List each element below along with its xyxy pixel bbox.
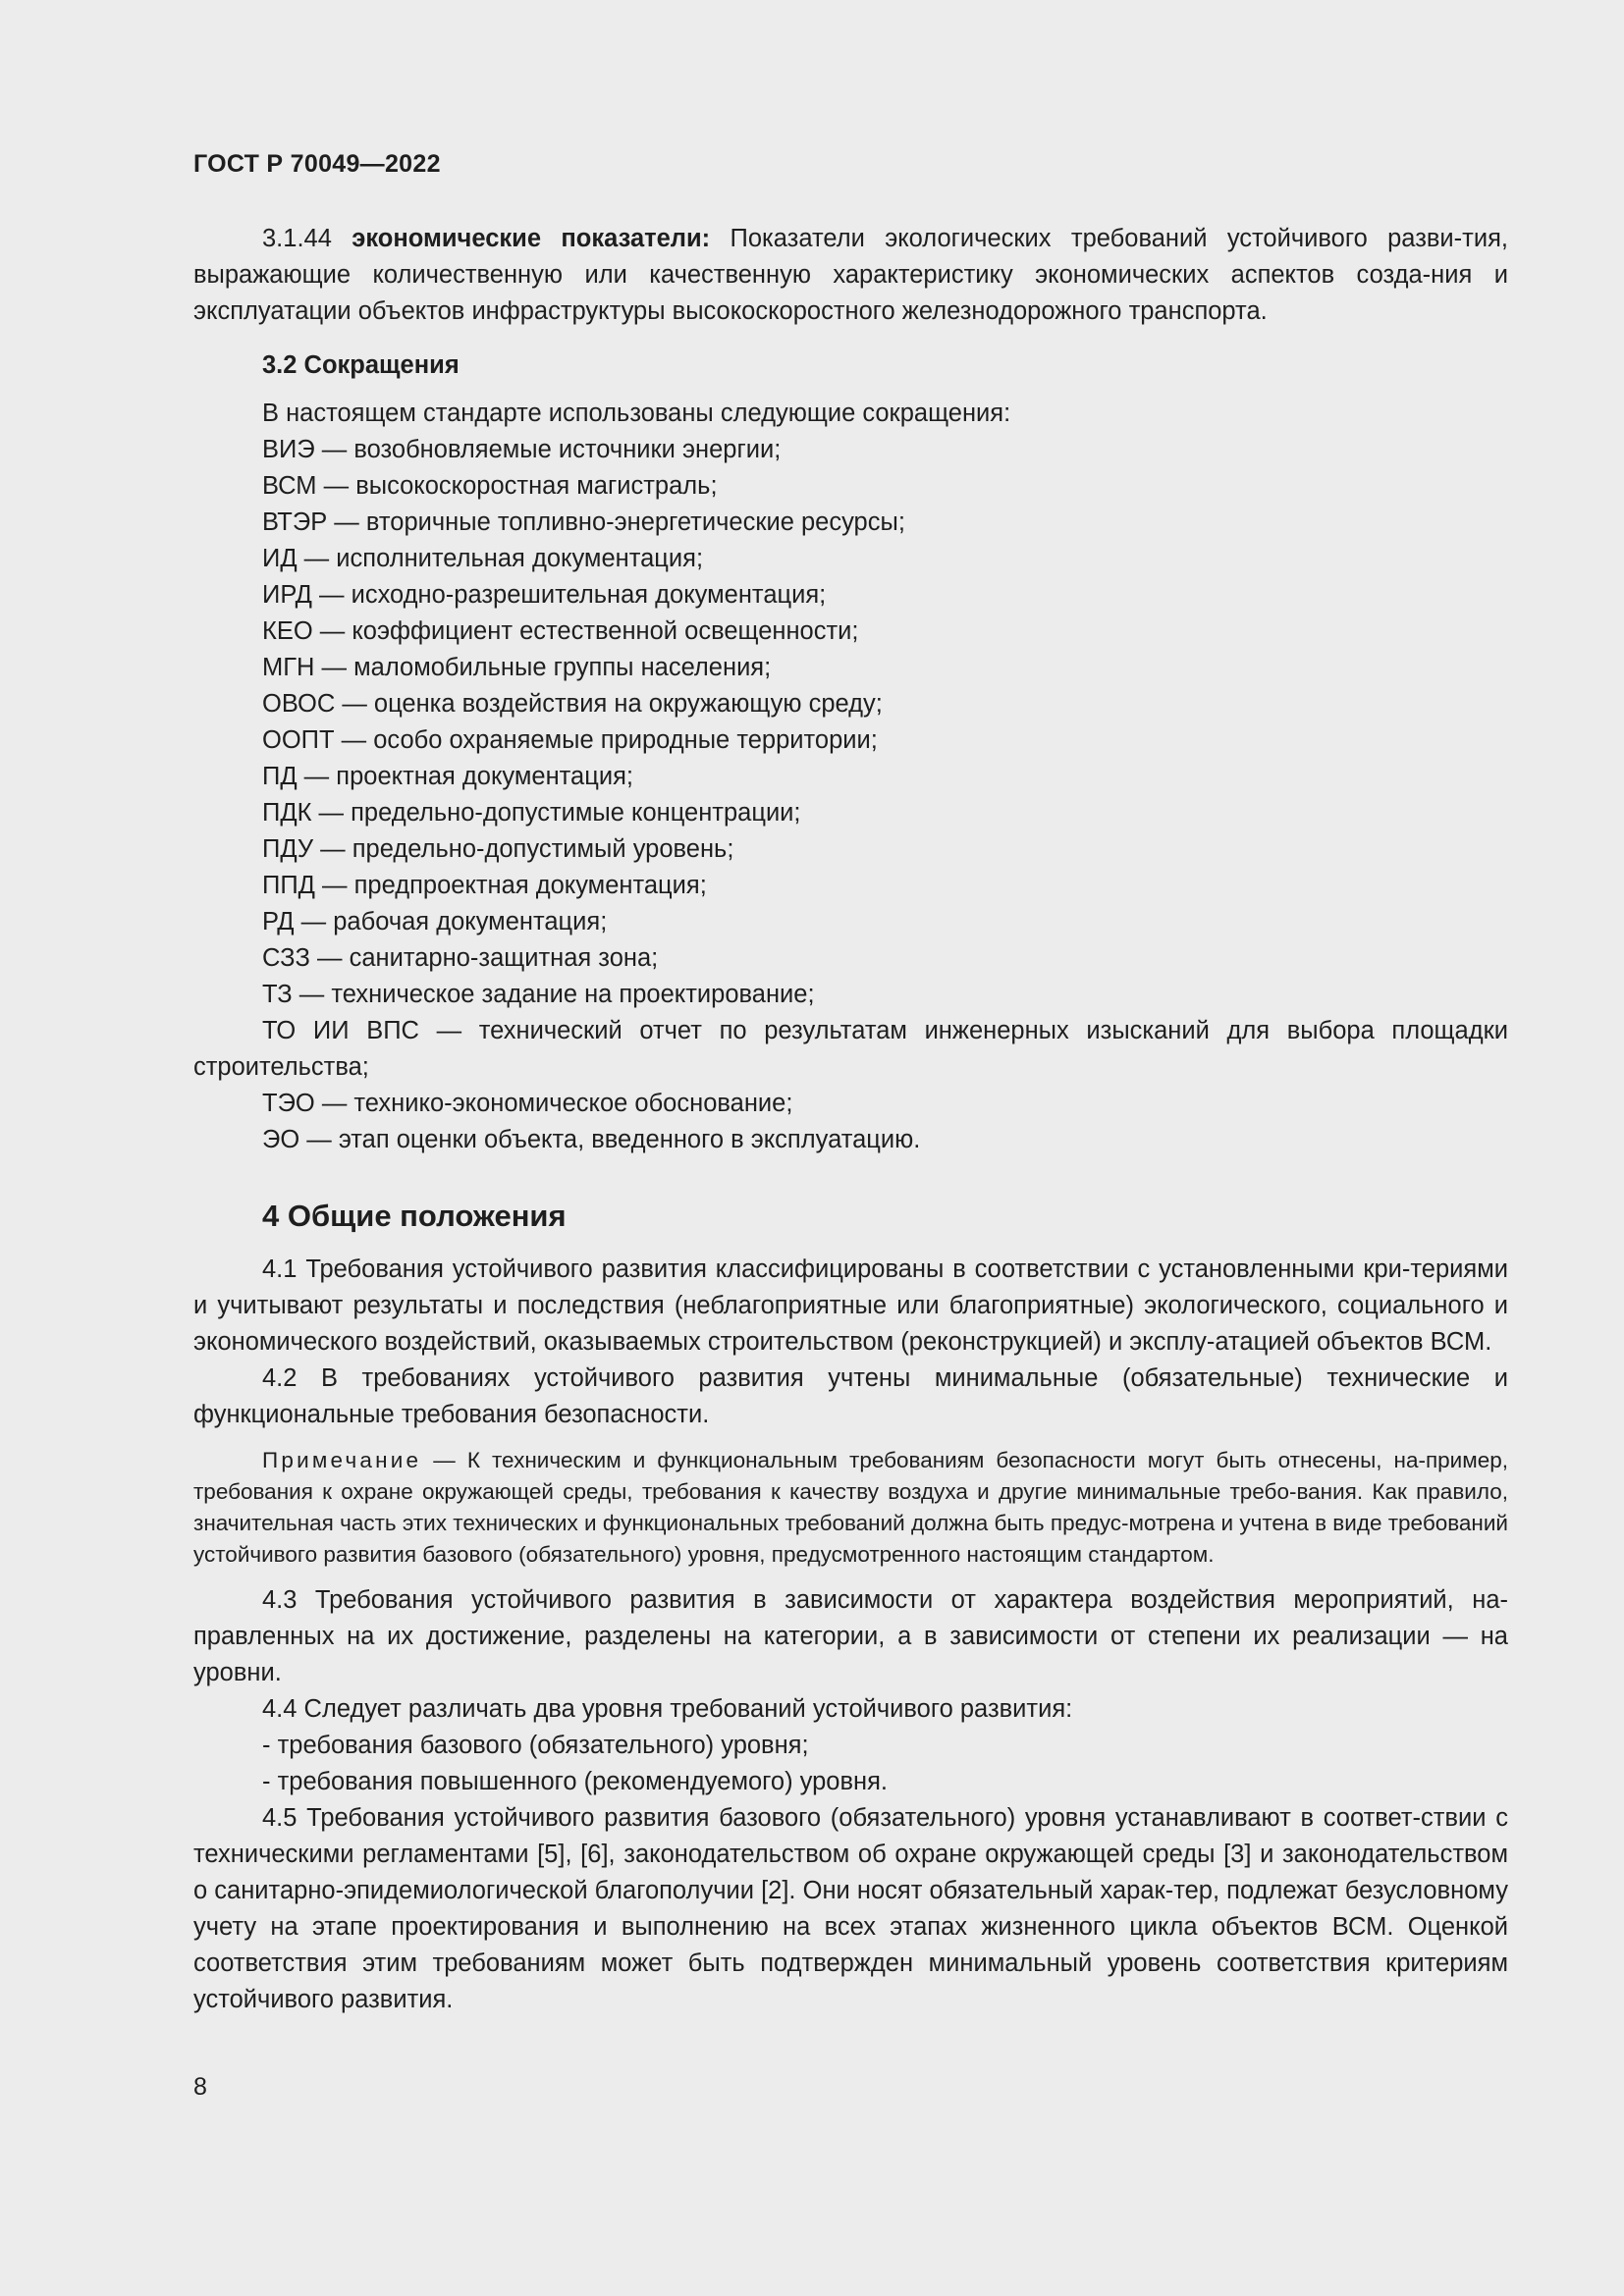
note-label: Примечание: [262, 1448, 422, 1472]
abbreviation-item: ВСМ — высокоскоростная магистраль;: [262, 472, 718, 500]
abbreviation-item: СЗЗ — санитарно-защитная зона;: [262, 944, 659, 972]
abbreviation-item: ПДК — предельно-допустимые концентрации;: [262, 799, 801, 827]
abbreviations-intro: В настоящем стандарте использованы следующие сокращения:: [262, 400, 1011, 427]
document-header: ГОСТ Р 70049—2022: [193, 150, 441, 178]
abbreviation-item: ППД — предпроектная документация;: [262, 872, 707, 899]
abbreviation-item: РД — рабочая документация;: [262, 908, 608, 935]
list-item: - требования базового (обязательного) уровня;: [262, 1732, 809, 1759]
page-number: 8: [193, 2073, 207, 2101]
section-4-title: 4 Общие положения: [262, 1199, 567, 1233]
abbreviation-item: ООПТ — особо охраняемые природные территории;: [262, 726, 878, 754]
term-3-1-44: [193, 221, 1508, 330]
abbreviation-item: ТЭО — технико-экономическое обоснование;: [262, 1090, 793, 1117]
abbreviation-item: ОВОС — оценка воздействия на окружающую среду;: [262, 690, 883, 718]
note: [193, 1445, 1508, 1571]
paragraph-4-2: 4.2 В требованиях устойчивого развития учтены минимальные (обязательные) технические и функциональные требования безопасности.: [193, 1364, 1508, 1428]
section-3-2-title: 3.2 Сокращения: [262, 351, 460, 379]
paragraph-4-1: 4.1 Требования устойчивого развития классифицированы в соответствии с установленными кри-териями и учитывают результаты и последствия (неблагоприятные или благоприятные) экологического, социального и экономического воздействий, оказываемых строительством (реконструкцией) и эксплу-атацией объектов ВСМ.: [193, 1255, 1508, 1356]
note-text: — К техническим и функциональным требованиям безопасности могут быть отнесены, на-пример, требования к охране окружающей среды, требования к качеству воздуха и другие минимальные требо-вания. Как правило, значительная часть этих технических и функциональных требований должна быть предус-мотрена и учтена в виде требований устойчивого развития базового (обязательного) уровня, предусмотренного настоящим стандартом.: [193, 1448, 1508, 1567]
abbreviation-item: ИД — исполнительная документация;: [262, 545, 704, 572]
abbreviation-item: ПД — проектная документация;: [262, 763, 633, 790]
abbreviation-item: КЕО — коэффициент естественной освещенности;: [262, 617, 859, 645]
list-item: - требования повышенного (рекомендуемого) уровня.: [262, 1768, 889, 1795]
paragraph-4-5: 4.5 Требования устойчивого развития базового (обязательного) уровня устанавливают в соответ-ствии с техническими регламентами [5], [6], законодательством об охране окружающей среды [3] и законодательством о санитарно-эпидемиологической благополучии [2]. Они носят обязательный харак-тер, подлежат безусловному учету на этапе проектирования и выполнению на всех этапах жизненного цикла объектов ВСМ. Оценкой соответствия этим требованиям может быть подтвержден минимальный уровень соответствия критериям устойчивого развития.: [193, 1804, 1508, 2013]
term-number: 3.1.44: [262, 225, 332, 252]
abbreviation-item: ИРД — исходно-разрешительная документация;: [262, 581, 827, 609]
abbreviation-item-long: ТО ИИ ВПС — технический отчет по результатам инженерных изысканий для выбора площадки строительства;: [193, 1017, 1508, 1081]
abbreviation-item: ЭО — этап оценки объекта, введенного в эксплуатацию.: [262, 1126, 921, 1153]
paragraph-4-4: 4.4 Следует различать два уровня требований устойчивого развития:: [262, 1695, 1073, 1723]
abbreviation-item: МГН — маломобильные группы населения;: [262, 654, 772, 681]
term-name: экономические показатели:: [352, 225, 711, 252]
term-definition: Показатели экологических требований устойчивого разви-тия, выражающие количественную или качественную характеристику экономических аспектов созда-ния и эксплуатации объектов инфраструктуры высокоскоростного железнодорожного транспорта.: [193, 225, 1508, 325]
abbreviation-item: ПДУ — предельно-допустимый уровень;: [262, 835, 734, 863]
abbreviation-item: ТЗ — техническое задание на проектирование;: [262, 981, 815, 1008]
document-body: [193, 221, 1508, 2018]
abbreviation-item: ВИЭ — возобновляемые источники энергии;: [262, 436, 782, 463]
paragraph-4-3: 4.3 Требования устойчивого развития в зависимости от характера воздействия мероприятий, на-правленных на их достижение, разделены на категории, а в зависимости от степени их реализации — на уровни.: [193, 1586, 1508, 1686]
abbreviation-item: ВТЭР — вторичные топливно-энергетические ресурсы;: [262, 508, 905, 536]
